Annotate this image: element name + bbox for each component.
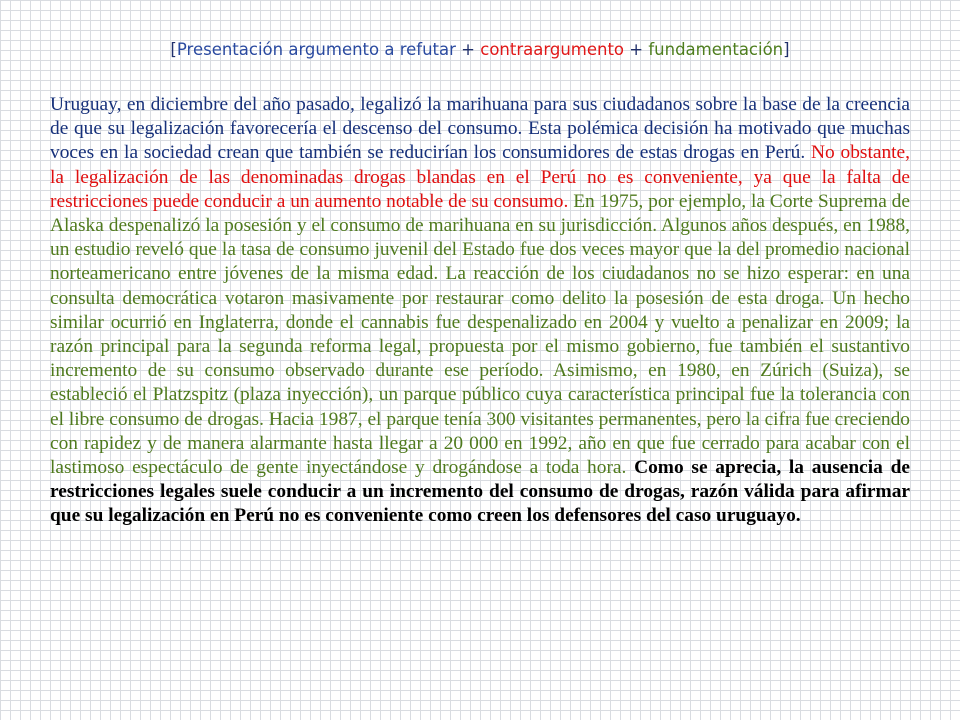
heading-argument: Presentación argumento a refutar	[176, 40, 456, 59]
paragraph-intro: Uruguay, en diciembre del año pasado, legalizó la marihuana para sus ciudadanos sobre la base de la creencia de que su legalización favorecería el descenso del consumo. Esta polémica decisión ha motivado que muchas voces en la sociedad crean que también se reducirían los consumidores de estas drogas en Perú.	[50, 94, 910, 164]
heading-counterargument: contraargumento	[480, 40, 625, 59]
heading-plus-1: +	[455, 40, 481, 59]
heading-close-bracket: ]	[783, 40, 790, 59]
heading-foundation: fundamentación	[648, 40, 784, 59]
paragraph-evidence: En 1975, por ejemplo, la Corte Suprema de Alaska despenalizó la posesión y el consumo de marihuana en su jurisdicción. Algunos años después, en 1988, un estudio reveló que la tasa de consumo juvenil del Estado fue dos veces mayor que la del promedio nacional norteamericano entre jóvenes de la misma edad. La reacción de los ciudadanos no se hizo esperar: en una consulta democrática votaron masivamente por restaurar como delito la posesión de esta droga. Un hecho similar ocurrió en Inglaterra, donde el cannabis fue despenalizado en 2004 y vuelto a penalizar en 2009; la razón principal para la segunda reforma legal, propuesta por el mismo gobierno, fue también el sustantivo incremento de su consumo observado durante ese período. Asimismo, en 1980, en Zúrich (Suiza), se estableció el Platzspitz (plaza inyección), un parque público cuya característica principal fue la tolerancia con el libre consumo de drogas. Hacia 1987, el parque tenía 300 visitantes permanentes, pero la cifra fue creciendo con rapidez y de manera alarmante hasta llegar a 20 000 en 1992, año en que fue cerrado para acabar con el lastimoso espectáculo de gente inyectándose y drogándose a toda hora.	[50, 190, 910, 479]
paragraph-thesis: No obstante, la legalización de las denominadas drogas blandas en el Perú no es conveniente, ya que la falta de restricciones puede conducir a un aumento notable de su consumo.	[50, 142, 910, 212]
heading-open-bracket: [	[170, 40, 177, 59]
slide-heading	[0, 40, 960, 59]
heading-plus-2: +	[624, 40, 649, 59]
paragraph-conclusion: Como se aprecia, la ausencia de restricciones legales suele conducir a un incremento del consumo de drogas, razón válida para afirmar que su legalización en Perú no es conveniente como creen los defensores del caso uruguayo.	[50, 457, 910, 527]
argument-paragraph	[50, 93, 910, 529]
